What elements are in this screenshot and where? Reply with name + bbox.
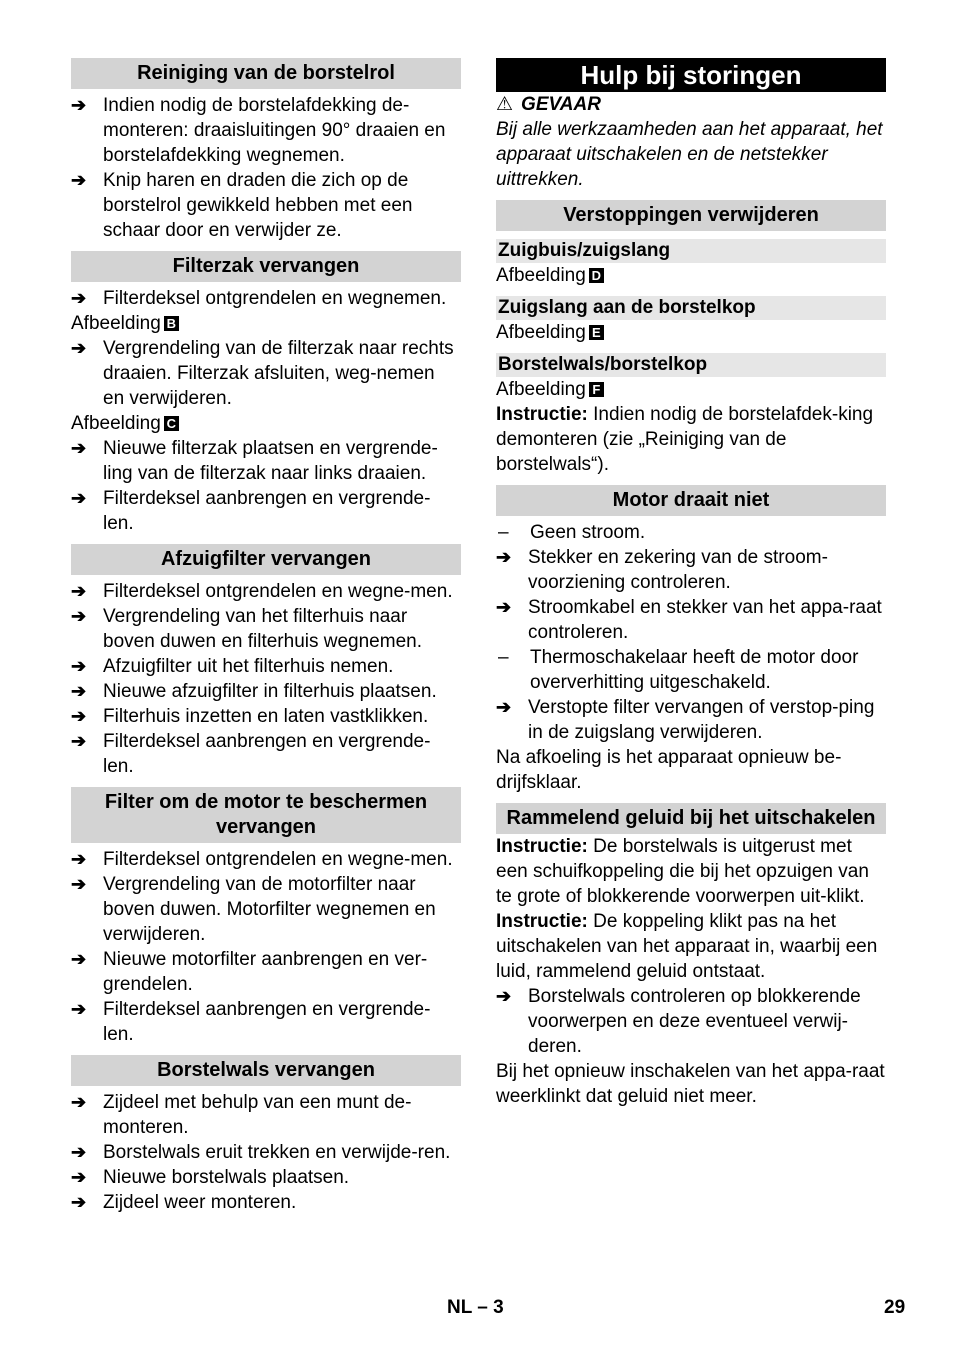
list-item: – Geen stroom. bbox=[498, 522, 646, 543]
list-item: – Thermoschakelaar heeft de motor door oververhitting uitgeschakeld. bbox=[498, 647, 859, 693]
list-item: ➔ Afzuigfilter uit het filterhuis nemen. bbox=[71, 656, 394, 677]
section-heading: Reiniging van de borstelrol bbox=[71, 58, 461, 89]
figure-badge: F bbox=[589, 382, 604, 397]
list-item: ➔ Zijdeel met behulp van een munt de-monteren. bbox=[71, 1092, 412, 1138]
section-heading: Afzuigfilter vervangen bbox=[71, 544, 461, 575]
arrow-right-icon: ➔ bbox=[71, 706, 87, 726]
list-item: ➔ Filterdeksel aanbrengen en vergrende-len. bbox=[71, 731, 431, 777]
warning-text: Bij alle werkzaamheden aan het apparaat, het apparaat uitschakelen en de netstekker uittrekken. bbox=[496, 119, 883, 190]
figure-badge: D bbox=[589, 268, 604, 283]
arrow-right-icon: ➔ bbox=[71, 949, 87, 969]
arrow-right-icon: ➔ bbox=[71, 288, 87, 308]
section-heading: Filter om de motor te beschermen vervangen bbox=[71, 787, 461, 843]
list-item: ➔ Indien nodig de borstelafdekking de-monteren: draaisluitingen 90° draaien en borstelafdekking wegnemen. bbox=[71, 95, 446, 166]
list-item: ➔ Knip haren en draden die zich op de borstelrol gewikkeld hebben met een schaar door en verwijder ze. bbox=[71, 170, 413, 241]
figure-reference: Afbeelding E bbox=[496, 320, 886, 345]
warning-heading: ⚠ GEVAAR bbox=[496, 94, 601, 115]
arrow-right-icon: ➔ bbox=[71, 849, 87, 869]
page-title: Hulp bij storingen bbox=[496, 58, 886, 92]
arrow-right-icon: ➔ bbox=[71, 874, 87, 894]
arrow-right-icon: ➔ bbox=[71, 606, 87, 626]
list-item: ➔ Filterdeksel ontgrendelen en wegne-men. bbox=[71, 581, 453, 602]
figure-badge: B bbox=[164, 316, 179, 331]
figure-badge: C bbox=[164, 416, 179, 431]
arrow-right-icon: ➔ bbox=[71, 1192, 87, 1212]
list-item: ➔ Zijdeel weer monteren. bbox=[71, 1192, 297, 1213]
arrow-right-icon: ➔ bbox=[71, 438, 87, 458]
paragraph: Bij het opnieuw inschakelen van het appa-raat weerklinkt dat geluid niet meer. bbox=[496, 1061, 885, 1107]
list-item: ➔ Borstelwals controleren op blokkerende voorwerpen en deze eventueel verwij-deren. bbox=[496, 986, 861, 1057]
arrow-right-icon: ➔ bbox=[71, 1092, 87, 1112]
paragraph: Na afkoeling is het apparaat opnieuw be-drijfsklaar. bbox=[496, 747, 842, 793]
footer-language-page: NL – 3 bbox=[447, 1297, 504, 1318]
figure-reference: Afbeelding C bbox=[71, 411, 461, 436]
list-item: ➔ Borstelwals eruit trekken en verwijde-ren. bbox=[71, 1142, 451, 1163]
section-heading: Rammelend geluid bij het uitschakelen bbox=[496, 803, 886, 834]
arrow-right-icon: ➔ bbox=[496, 697, 512, 717]
instruction-note: Instructie: Indien nodig de borstelafdek-king demonteren (zie „Reiniging van de borstelwals“). bbox=[496, 404, 874, 475]
arrow-right-icon: ➔ bbox=[71, 338, 87, 358]
dash-bullet: – bbox=[498, 647, 509, 668]
arrow-right-icon: ➔ bbox=[71, 999, 87, 1019]
subsection-heading: Zuigslang aan de borstelkop bbox=[496, 296, 886, 320]
arrow-right-icon: ➔ bbox=[71, 488, 87, 508]
list-item: ➔ Verstopte filter vervangen of verstop-ping in de zuigslang verwijderen. bbox=[496, 697, 875, 743]
arrow-right-icon: ➔ bbox=[71, 95, 87, 115]
right-column bbox=[496, 58, 886, 1109]
section-heading: Filterzak vervangen bbox=[71, 251, 461, 282]
arrow-right-icon: ➔ bbox=[496, 597, 512, 617]
list-item: ➔ Nieuwe afzuigfilter in filterhuis plaatsen. bbox=[71, 681, 437, 702]
list-item: ➔ Vergrendeling van het filterhuis naar boven duwen en filterhuis wegnemen. bbox=[71, 606, 422, 652]
arrow-right-icon: ➔ bbox=[71, 681, 87, 701]
list-item: ➔ Vergrendeling van de filterzak naar rechts draaien. Filterzak afsluiten, weg-nemen en verwijderen. bbox=[71, 338, 454, 409]
arrow-right-icon: ➔ bbox=[496, 986, 512, 1006]
list-item: ➔ Stekker en zekering van de stroom-voorziening controleren. bbox=[496, 547, 828, 593]
subsection-heading: Borstelwals/borstelkop bbox=[496, 353, 886, 377]
list-item: ➔ Stroomkabel en stekker van het appa-raat controleren. bbox=[496, 597, 882, 643]
figure-reference: Afbeelding D bbox=[496, 263, 886, 288]
warning-triangle-icon: ⚠ bbox=[496, 94, 514, 115]
list-item: ➔ Nieuwe filterzak plaatsen en vergrende-ling van de filterzak naar links draaien. bbox=[71, 438, 438, 484]
instruction-note: Instructie: De koppeling klikt pas na het uitschakelen van het apparaat in, waarbij een luid, rammelend geluid ontstaat. bbox=[496, 911, 878, 982]
arrow-right-icon: ➔ bbox=[71, 170, 87, 190]
list-item: ➔ Filterdeksel aanbrengen en vergrende-len. bbox=[71, 488, 431, 534]
section-heading: Verstoppingen verwijderen bbox=[496, 200, 886, 231]
instruction-note: Instructie: De borstelwals is uitgerust met een schuifkoppeling die bij het opzuigen van te grote of blokkerende voorwerpen uit-klikt. bbox=[496, 836, 869, 907]
list-item: ➔ Filterdeksel aanbrengen en vergrende-len. bbox=[71, 999, 431, 1045]
section-heading: Motor draait niet bbox=[496, 485, 886, 516]
footer-page-number: 29 bbox=[884, 1297, 906, 1318]
figure-reference: Afbeelding B bbox=[71, 311, 461, 336]
list-item: ➔ Filterdeksel ontgrendelen en wegne-men. bbox=[71, 849, 453, 870]
list-item: ➔ Filterdeksel ontgrendelen en wegnemen. bbox=[71, 288, 447, 309]
left-column bbox=[71, 58, 461, 1215]
arrow-right-icon: ➔ bbox=[71, 581, 87, 601]
figure-badge: E bbox=[589, 325, 604, 340]
list-item: ➔ Vergrendeling van de motorfilter naar boven duwen. Motorfilter wegnemen en verwijderen. bbox=[71, 874, 436, 945]
list-item: ➔ Nieuwe motorfilter aanbrengen en ver-grendelen. bbox=[71, 949, 428, 995]
list-item: ➔ Nieuwe borstelwals plaatsen. bbox=[71, 1167, 350, 1188]
figure-reference: Afbeelding F bbox=[496, 377, 886, 402]
arrow-right-icon: ➔ bbox=[496, 547, 512, 567]
arrow-right-icon: ➔ bbox=[71, 656, 87, 676]
arrow-right-icon: ➔ bbox=[71, 1167, 87, 1187]
list-item: ➔ Filterhuis inzetten en laten vastklikken. bbox=[71, 706, 429, 727]
subsection-heading: Zuigbuis/zuigslang bbox=[496, 239, 886, 263]
section-heading: Borstelwals vervangen bbox=[71, 1055, 461, 1086]
arrow-right-icon: ➔ bbox=[71, 1142, 87, 1162]
arrow-right-icon: ➔ bbox=[71, 731, 87, 751]
dash-bullet: – bbox=[498, 522, 509, 543]
